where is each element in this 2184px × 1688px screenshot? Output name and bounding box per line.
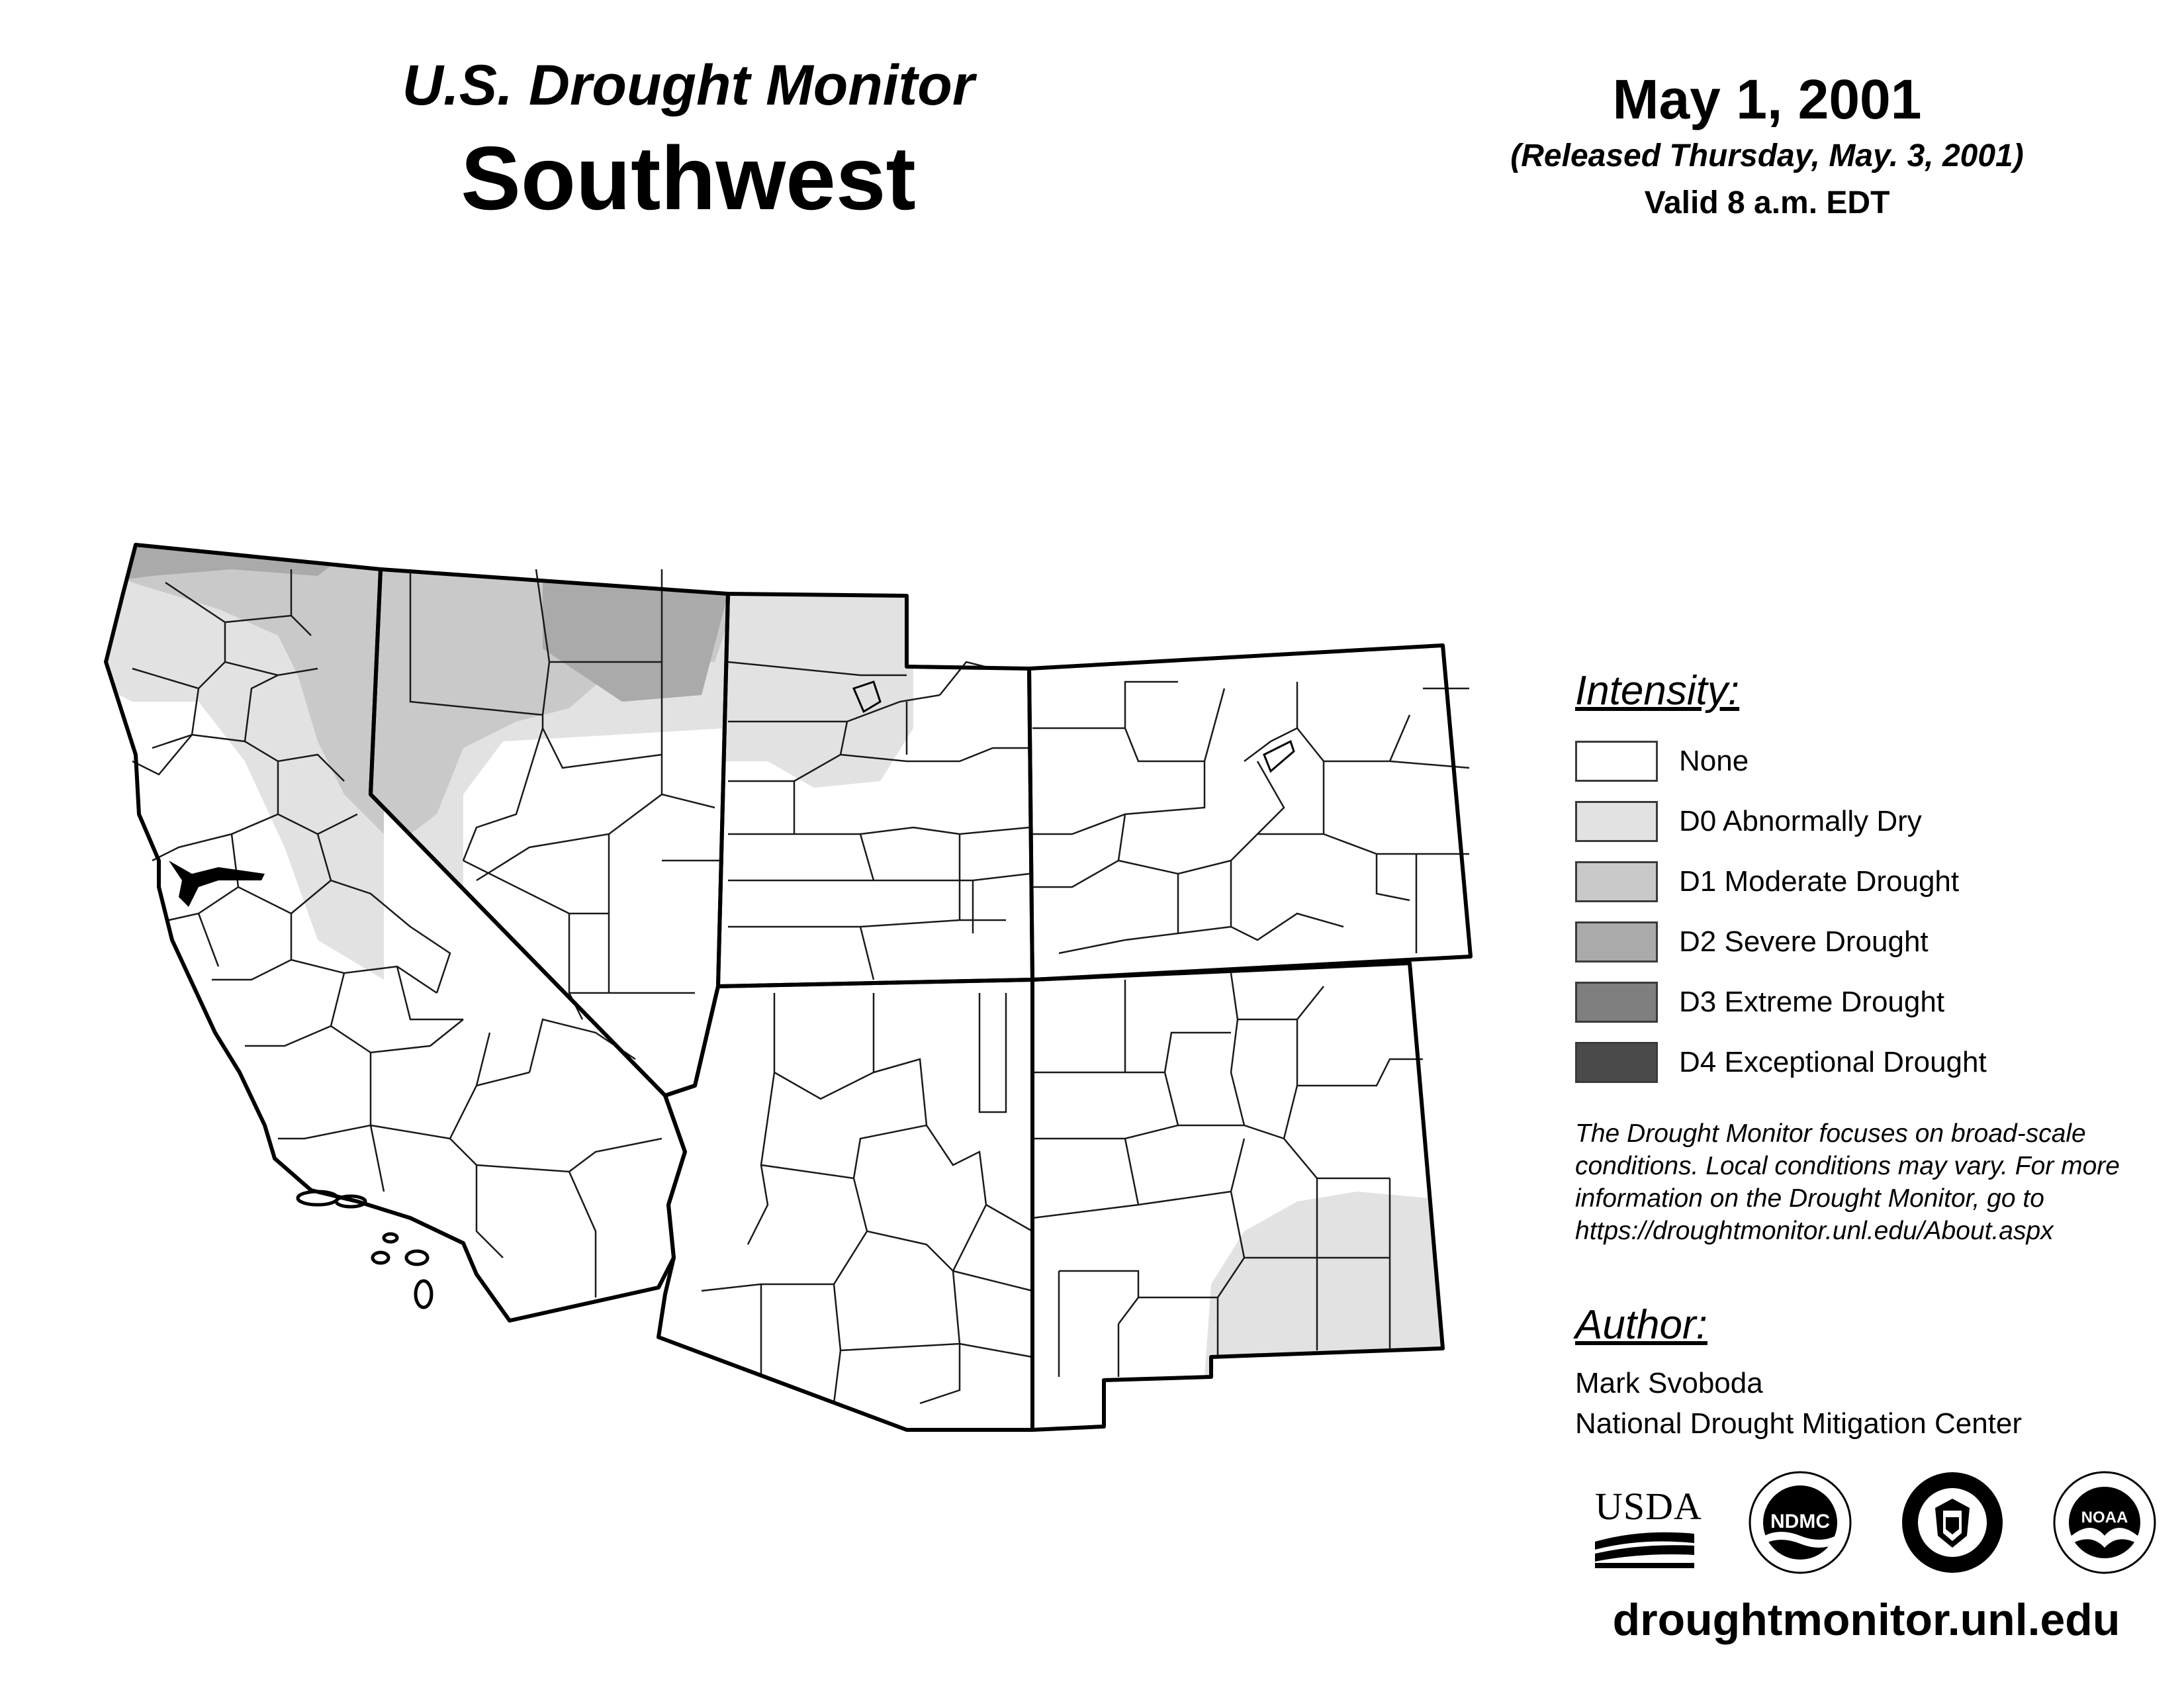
channel-island	[384, 1234, 397, 1242]
disclaimer-note	[1575, 1117, 2171, 1247]
legend-item	[1575, 1041, 2158, 1084]
usda-hills-icon	[1595, 1528, 1694, 1568]
author-block	[1575, 1301, 2171, 1444]
legend-item	[1575, 739, 2158, 783]
legend-item	[1575, 980, 2158, 1024]
doc-seal-logo	[1899, 1470, 2005, 1575]
header-right	[1456, 69, 2078, 221]
legend-label: D3 Extreme Drought	[1679, 986, 1945, 1018]
legend-swatch	[1575, 982, 1658, 1023]
legend-item	[1575, 800, 2158, 843]
legend-swatch	[1575, 921, 1658, 962]
legend-label: D2 Severe Drought	[1679, 925, 1929, 958]
release-date: (Released Thursday, May. 3, 2001)	[1510, 138, 2024, 174]
map-subtitle: U.S. Drought Monitor	[402, 54, 975, 117]
state-outline-colorado	[1029, 645, 1471, 980]
noaa-logo-text: NOAA	[2081, 1509, 2128, 1526]
author-title: Author:	[1575, 1302, 1707, 1348]
channel-island	[416, 1281, 432, 1307]
note-line: conditions. Local conditions may vary. For more	[1575, 1152, 2120, 1180]
legend-swatch	[1575, 1042, 1658, 1083]
author-org: National Drought Mitigation Center	[1575, 1407, 2023, 1440]
ndmc-logo	[1747, 1470, 1853, 1575]
map-title: Southwest	[461, 127, 916, 228]
san-francisco-bay	[169, 861, 265, 907]
channel-island	[373, 1252, 388, 1263]
legend-title: Intensity:	[1575, 668, 1740, 714]
drought-area-d0-ut	[721, 583, 913, 788]
channel-island	[406, 1251, 428, 1264]
author-name: Mark Svoboda	[1575, 1367, 1763, 1399]
ndmc-logo-text: NDMC	[1770, 1511, 1830, 1532]
note-url[interactable]: https://droughtmonitor.unl.edu/About.aspx	[1575, 1217, 2054, 1245]
legend-item	[1575, 920, 2158, 964]
note-line: information on the Drought Monitor, go to	[1575, 1184, 2044, 1213]
legend-label: D4 Exceptional Drought	[1679, 1046, 1987, 1078]
note-line: The Drought Monitor focuses on broad-scale	[1575, 1119, 2086, 1148]
reservoir	[1264, 741, 1294, 771]
usda-logo-text: USDA	[1595, 1485, 1702, 1528]
map-date: May 1, 2001	[1612, 68, 1922, 130]
valid-time: Valid 8 a.m. EDT	[1644, 185, 1890, 221]
legend-item	[1575, 860, 2158, 904]
legend-label: D0 Abnormally Dry	[1679, 805, 1922, 837]
noaa-logo	[2052, 1470, 2158, 1575]
footer-site-url[interactable]: droughtmonitor.unl.edu	[1612, 1595, 2120, 1645]
legend-swatch	[1575, 741, 1658, 782]
legend-swatch	[1575, 801, 1658, 842]
legend-swatch	[1575, 861, 1658, 902]
state-outline-arizona	[659, 980, 1032, 1430]
legend	[1575, 667, 2158, 1101]
usda-logo	[1595, 1484, 1701, 1571]
legend-label: None	[1679, 745, 1749, 777]
partner-logos	[1575, 1470, 2171, 1575]
legend-label: D1 Moderate Drought	[1679, 865, 1960, 898]
